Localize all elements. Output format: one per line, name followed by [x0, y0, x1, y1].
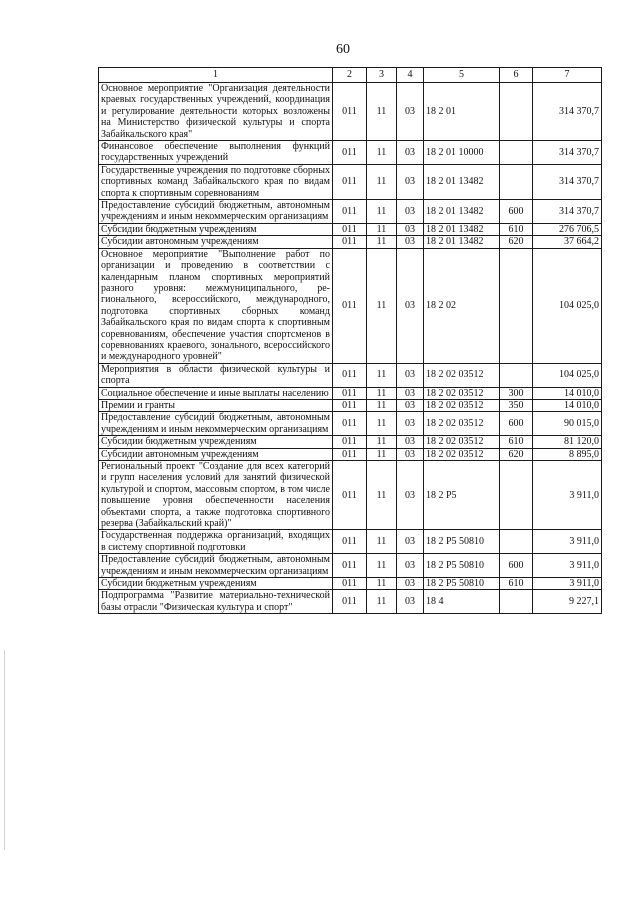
header-cell-col-4: 4 [397, 68, 424, 83]
expense-type-cell [500, 363, 533, 387]
amount-cell: 104 025,0 [533, 363, 602, 387]
section-code-cell: 11 [367, 387, 397, 399]
subsection-code-cell: 03 [397, 461, 424, 530]
ministry-code-cell: 011 [333, 590, 367, 614]
section-code-cell: 11 [367, 554, 397, 578]
amount-cell: 104 025,0 [533, 248, 602, 363]
table-body [99, 68, 602, 614]
table-row [99, 530, 602, 554]
expense-type-cell: 350 [500, 399, 533, 411]
scan-edge-mark [4, 650, 5, 850]
section-code-cell: 11 [367, 223, 397, 235]
ministry-code-cell: 011 [333, 223, 367, 235]
ministry-code-cell: 011 [333, 363, 367, 387]
amount-cell: 314 370,7 [533, 141, 602, 165]
subsection-code-cell: 03 [397, 236, 424, 248]
target-article-cell: 18 2 01 13482 [424, 164, 500, 199]
row-name-cell: Основное мероприятие "Выполнение работ по организации и проведению в соответствии с календарным планом спортивных мероприятий разного уровня: межмуниципального, регионального, всероссийского, международного, подготовка спортивных сборных команд Забайкальского края по видам спорта к спортивным соревнованиям, обеспечение участия спортсменов в соревнованиях краевого, зонального, всероссийского и международного уровней" [99, 248, 333, 363]
table-row [99, 578, 602, 590]
section-code-cell: 11 [367, 236, 397, 248]
header-cell-col-2: 2 [333, 68, 367, 83]
expense-type-cell [500, 461, 533, 530]
subsection-code-cell: 03 [397, 412, 424, 436]
amount-cell: 8 895,0 [533, 448, 602, 460]
expense-type-cell: 610 [500, 436, 533, 448]
row-name-cell: Премии и гранты [99, 399, 333, 411]
amount-cell: 3 911,0 [533, 461, 602, 530]
budget-table [98, 67, 602, 614]
ministry-code-cell: 011 [333, 448, 367, 460]
table-row [99, 554, 602, 578]
section-code-cell: 11 [367, 83, 397, 141]
row-name-cell: Субсидии бюджетным учреждениям [99, 223, 333, 235]
section-code-cell: 11 [367, 248, 397, 363]
expense-type-cell: 610 [500, 578, 533, 590]
amount-cell: 276 706,5 [533, 223, 602, 235]
ministry-code-cell: 011 [333, 200, 367, 224]
subsection-code-cell: 03 [397, 363, 424, 387]
table-row [99, 248, 602, 363]
expense-type-cell [500, 164, 533, 199]
table-row [99, 461, 602, 530]
table-row [99, 236, 602, 248]
subsection-code-cell: 03 [397, 223, 424, 235]
subsection-code-cell: 03 [397, 436, 424, 448]
subsection-code-cell: 03 [397, 200, 424, 224]
target-article-cell: 18 2 P5 50810 [424, 530, 500, 554]
table-row [99, 399, 602, 411]
amount-cell: 314 370,7 [533, 83, 602, 141]
row-name-cell: Государственные учреждения по подготовке сборных спортивных команд Забайкальского края по видам спорта к спортивным соревнованиям [99, 164, 333, 199]
subsection-code-cell: 03 [397, 164, 424, 199]
header-cell-col-3: 3 [367, 68, 397, 83]
expense-type-cell [500, 141, 533, 165]
table-row [99, 387, 602, 399]
row-name-cell: Предоставление субсидий бюджетным, автономным учреждениям и иным некоммерческим организациям [99, 200, 333, 224]
section-code-cell: 11 [367, 200, 397, 224]
ministry-code-cell: 011 [333, 461, 367, 530]
target-article-cell: 18 2 P5 [424, 461, 500, 530]
subsection-code-cell: 03 [397, 248, 424, 363]
row-name-cell: Региональный проект "Создание для всех категорий и групп населения условий для занятий физической культурой и спортом, массовым спортом, в том числе повышение уровня обеспеченности населения объектами спорта, а также подготовка спортивного резерва (Забайкальский край)" [99, 461, 333, 530]
subsection-code-cell: 03 [397, 448, 424, 460]
amount-cell: 3 911,0 [533, 554, 602, 578]
target-article-cell: 18 2 02 03512 [424, 363, 500, 387]
amount-cell: 314 370,7 [533, 164, 602, 199]
target-article-cell: 18 2 P5 50810 [424, 554, 500, 578]
expense-type-cell: 620 [500, 448, 533, 460]
target-article-cell: 18 2 02 03512 [424, 387, 500, 399]
table-row [99, 141, 602, 165]
amount-cell: 37 664,2 [533, 236, 602, 248]
table-row [99, 200, 602, 224]
subsection-code-cell: 03 [397, 530, 424, 554]
ministry-code-cell: 011 [333, 141, 367, 165]
table-row [99, 412, 602, 436]
header-cell-col-5: 5 [424, 68, 500, 83]
ministry-code-cell: 011 [333, 248, 367, 363]
section-code-cell: 11 [367, 461, 397, 530]
row-name-cell: Социальное обеспечение и иные выплаты населению [99, 387, 333, 399]
amount-cell: 9 227,1 [533, 590, 602, 614]
section-code-cell: 11 [367, 448, 397, 460]
subsection-code-cell: 03 [397, 554, 424, 578]
target-article-cell: 18 2 P5 50810 [424, 578, 500, 590]
row-name-cell: Государственная поддержка организаций, входящих в систему спортивной подготовки [99, 530, 333, 554]
section-code-cell: 11 [367, 412, 397, 436]
expense-type-cell: 610 [500, 223, 533, 235]
expense-type-cell: 600 [500, 554, 533, 578]
row-name-cell: Финансовое обеспечение выполнения функций государственных учреждений [99, 141, 333, 165]
ministry-code-cell: 011 [333, 83, 367, 141]
expense-type-cell [500, 530, 533, 554]
row-name-cell: Предоставление субсидий бюджетным, автономным учреждениям и иным некоммерческим организациям [99, 554, 333, 578]
ministry-code-cell: 011 [333, 554, 367, 578]
subsection-code-cell: 03 [397, 83, 424, 141]
section-code-cell: 11 [367, 530, 397, 554]
header-cell-col-1: 1 [99, 68, 333, 83]
amount-cell: 3 911,0 [533, 578, 602, 590]
header-cell-col-7: 7 [533, 68, 602, 83]
row-name-cell: Субсидии автономным учреждениям [99, 448, 333, 460]
amount-cell: 14 010,0 [533, 387, 602, 399]
amount-cell: 3 911,0 [533, 530, 602, 554]
row-name-cell: Субсидии автономным учреждениям [99, 236, 333, 248]
section-code-cell: 11 [367, 363, 397, 387]
ministry-code-cell: 011 [333, 387, 367, 399]
ministry-code-cell: 011 [333, 412, 367, 436]
section-code-cell: 11 [367, 399, 397, 411]
target-article-cell: 18 2 01 10000 [424, 141, 500, 165]
expense-type-cell: 620 [500, 236, 533, 248]
ministry-code-cell: 011 [333, 236, 367, 248]
subsection-code-cell: 03 [397, 578, 424, 590]
ministry-code-cell: 011 [333, 399, 367, 411]
section-code-cell: 11 [367, 141, 397, 165]
expense-type-cell [500, 248, 533, 363]
amount-cell: 90 015,0 [533, 412, 602, 436]
section-code-cell: 11 [367, 164, 397, 199]
section-code-cell: 11 [367, 436, 397, 448]
table-row [99, 223, 602, 235]
table-header-row [99, 68, 602, 83]
ministry-code-cell: 011 [333, 530, 367, 554]
target-article-cell: 18 2 02 03512 [424, 412, 500, 436]
section-code-cell: 11 [367, 590, 397, 614]
table-row [99, 164, 602, 199]
ministry-code-cell: 011 [333, 578, 367, 590]
ministry-code-cell: 011 [333, 436, 367, 448]
table-row [99, 590, 602, 614]
amount-cell: 81 120,0 [533, 436, 602, 448]
table-row [99, 83, 602, 141]
target-article-cell: 18 2 01 13482 [424, 236, 500, 248]
row-name-cell: Субсидии бюджетным учреждениям [99, 436, 333, 448]
table-row [99, 363, 602, 387]
row-name-cell: Основное мероприятие "Организация деятельности краевых государственных учреждений, координация и регулирование деятельности которых возложены на Министерство физической культуры и спорта Забайкальского края" [99, 83, 333, 141]
target-article-cell: 18 2 01 [424, 83, 500, 141]
row-name-cell: Субсидии бюджетным учреждениям [99, 578, 333, 590]
expense-type-cell: 600 [500, 412, 533, 436]
page-number: 60 [336, 42, 350, 57]
target-article-cell: 18 2 02 03512 [424, 399, 500, 411]
table-row [99, 436, 602, 448]
row-name-cell: Подпрограмма "Развитие материально-технической базы отрасли "Физическая культура и спорт" [99, 590, 333, 614]
target-article-cell: 18 2 02 03512 [424, 448, 500, 460]
target-article-cell: 18 2 02 03512 [424, 436, 500, 448]
amount-cell: 314 370,7 [533, 200, 602, 224]
target-article-cell: 18 2 01 13482 [424, 223, 500, 235]
section-code-cell: 11 [367, 578, 397, 590]
expense-type-cell [500, 590, 533, 614]
target-article-cell: 18 2 01 13482 [424, 200, 500, 224]
subsection-code-cell: 03 [397, 141, 424, 165]
target-article-cell: 18 2 02 [424, 248, 500, 363]
expense-type-cell: 600 [500, 200, 533, 224]
ministry-code-cell: 011 [333, 164, 367, 199]
row-name-cell: Предоставление субсидий бюджетным, автономным учреждениям и иным некоммерческим организациям [99, 412, 333, 436]
amount-cell: 14 010,0 [533, 399, 602, 411]
header-cell-col-6: 6 [500, 68, 533, 83]
expense-type-cell: 300 [500, 387, 533, 399]
expense-type-cell [500, 83, 533, 141]
target-article-cell: 18 4 [424, 590, 500, 614]
subsection-code-cell: 03 [397, 387, 424, 399]
table-row [99, 448, 602, 460]
subsection-code-cell: 03 [397, 590, 424, 614]
row-name-cell: Мероприятия в области физической культуры и спорта [99, 363, 333, 387]
subsection-code-cell: 03 [397, 399, 424, 411]
